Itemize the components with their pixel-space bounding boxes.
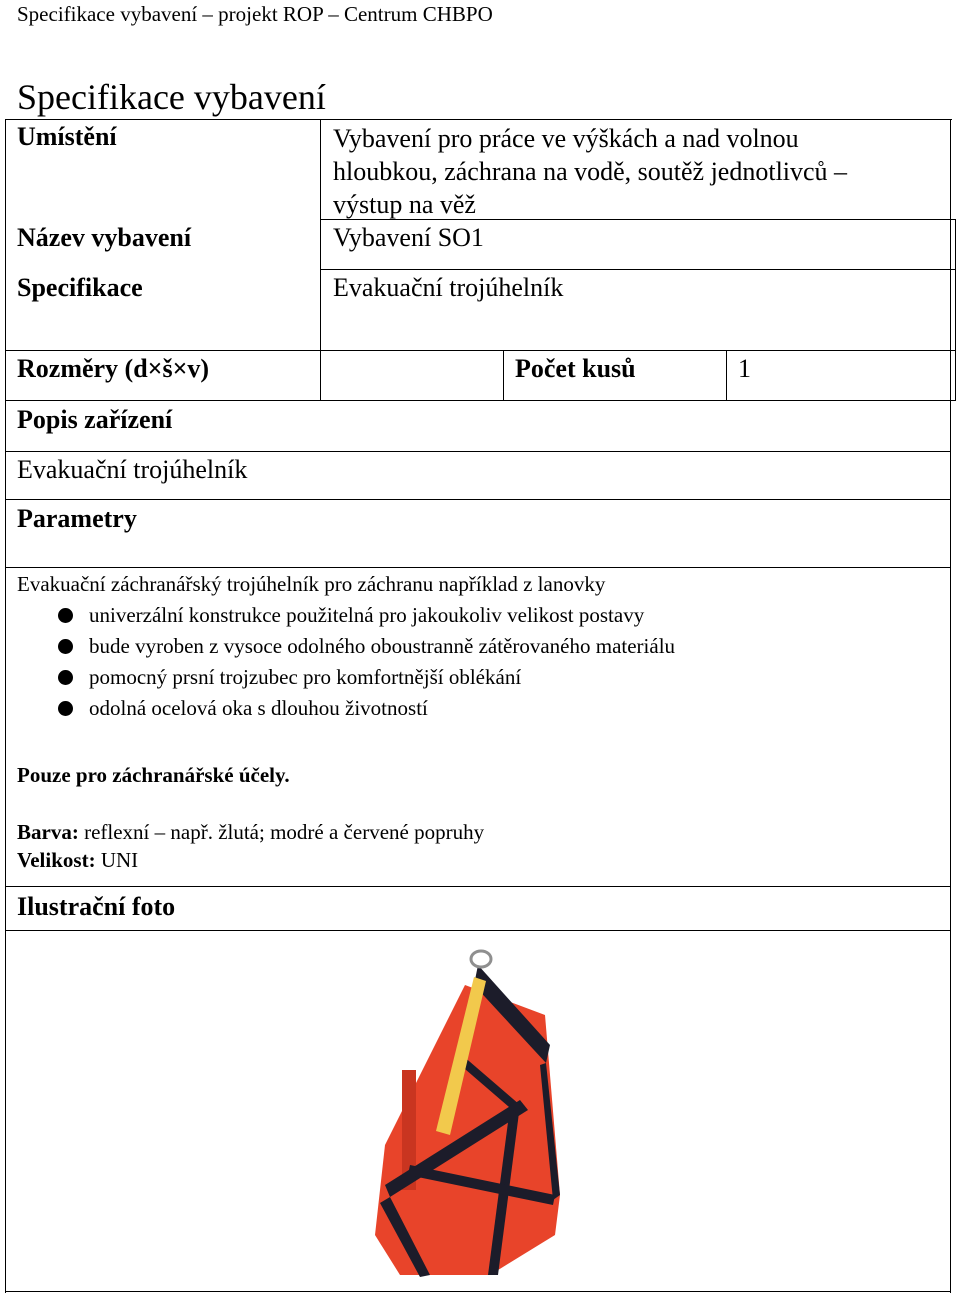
umisteni-label: Umístění [17,122,117,151]
nazev-label: Název vybavení [17,223,192,252]
list-item: pomocný prsní trojzubec pro komfortnější oblékání [0,662,900,693]
specifikace-label: Specifikace [17,273,143,302]
parameters-list [0,600,900,724]
list-item: bude vyroben z vysoce odolného oboustranně zátěrovaného materiálu [0,631,900,662]
popis-value: Evakuační trojúhelník [17,455,248,484]
parametry-label: Parametry [17,504,137,533]
size-line: Velikost: UNI [17,848,139,872]
pocet-value: 1 [738,354,751,383]
popis-label: Popis zařízení [17,405,173,434]
parameters-intro: Evakuační záchranářský trojúhelník pro záchranu například z lanovky [17,572,606,596]
page-title: Specifikace vybavení [17,77,326,117]
evacuation-triangle-icon [370,945,570,1280]
rozmery-label: Rozměry (d×š×v) [17,354,210,383]
list-item: odolná ocelová oka s dlouhou životností [0,693,900,724]
color-line: Barva: reflexní – např. žlutá; modré a červené popruhy [17,820,485,844]
usage-note: Pouze pro záchranářské účely. [17,763,290,787]
page-header: Specifikace vybavení – projekt ROP – Centrum CHBPO [17,2,493,26]
specifikace-value: Evakuační trojúhelník [333,273,564,302]
photo-label: Ilustrační foto [17,892,176,921]
nazev-value: Vybavení SO1 [333,223,484,252]
list-item: univerzální konstrukce použitelná pro jakoukoliv velikost postavy [0,600,900,631]
pocet-label: Počet kusů [515,354,636,383]
umisteni-value: Vybavení pro práce ve výškách a nad volnou hloubkou, záchrana na vodě, soutěž jednotlivců – výstup na věž [333,124,848,219]
